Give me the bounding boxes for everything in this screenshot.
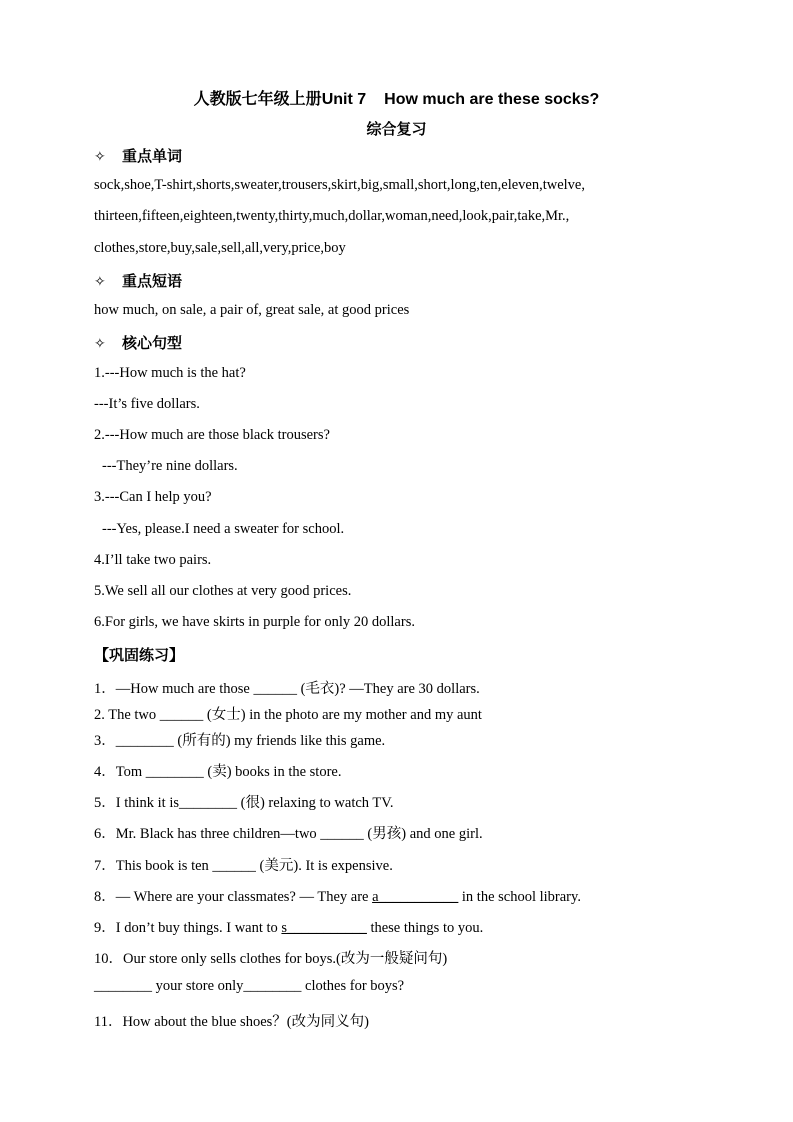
exercise-q5: 5．I think it is________ (很) relaxing to watch TV. xyxy=(94,795,394,811)
sentence-line: 1.---How much is the hat? xyxy=(94,365,246,381)
exercise-q8 xyxy=(94,885,581,906)
q9-text-end: these things to you. xyxy=(366,920,484,936)
exercise-q3: 3．________ (所有的) my friends like this game. xyxy=(94,733,386,749)
exercise-q7: 7．This book is ten ______ (美元). It is expensive. xyxy=(94,858,393,874)
sentence-line: 6.For girls, we have skirts in purple for only 20 dollars. xyxy=(94,614,415,630)
phrases-heading-label: 重点短语 xyxy=(122,273,183,290)
title-en: How much are these socks? xyxy=(384,91,600,108)
exercise-q10: 10．Our store only sells clothes for boys.(改为一般疑问句) xyxy=(94,951,448,967)
title-cn: 人教版七年级上册 xyxy=(193,91,322,108)
sentence-line: 3.---Can I help you? xyxy=(94,489,212,505)
q9-text: 9．I don’t buy things. I want to xyxy=(94,920,282,936)
exercise-heading: 【巩固练习】 xyxy=(94,647,185,664)
sentence-line: 2.---How much are those black trousers? xyxy=(94,427,330,443)
exercise-q2: 2. The two ______ (女士) in the photo are my mother and my aunt xyxy=(94,707,482,723)
exercise-q6: 6．Mr. Black has three children—two ______ (男孩) and one girl. xyxy=(94,826,483,842)
words-line-2: thirteen,fifteen,eighteen,twenty,thirty,much,dollar,woman,need,look,pair,take,Mr., xyxy=(94,208,570,224)
q8-text: 8．— Where are your classmates? — They are xyxy=(94,889,373,905)
page-title xyxy=(0,86,793,109)
exercise-q9 xyxy=(94,916,483,937)
diamond-icon: ✧ xyxy=(94,335,106,351)
exercise-q1: 1．—How much are those ______ (毛衣)? —They are 30 dollars. xyxy=(94,681,480,697)
sentence-line: ---Yes, please.I need a sweater for school. xyxy=(102,521,345,537)
sentence-line: ---They’re nine dollars. xyxy=(102,458,238,474)
title-unit: Unit 7 xyxy=(321,91,367,108)
words-line-3: clothes,store,buy,sale,sell,all,very,price,boy xyxy=(94,240,346,256)
phrases-line: how much, on sale, a pair of, great sale, at good prices xyxy=(94,302,410,318)
words-heading-label: 重点单词 xyxy=(122,148,183,165)
q8-blank: a___________ xyxy=(372,889,459,905)
exercise-q11: 11．How about the blue shoes？(改为同义句) xyxy=(94,1014,369,1030)
q9-blank: s___________ xyxy=(281,920,367,936)
diamond-icon: ✧ xyxy=(94,148,106,164)
words-heading xyxy=(94,145,182,166)
exercise-q10-answer: ________ your store only________ clothes for boys? xyxy=(94,978,405,994)
diamond-icon: ✧ xyxy=(94,273,106,289)
page-subtitle: 综合复习 xyxy=(366,121,427,138)
sentences-heading-label: 核心句型 xyxy=(122,335,183,352)
sentence-line: ---It’s five dollars. xyxy=(94,396,200,412)
sentence-line: 5.We sell all our clothes at very good prices. xyxy=(94,583,352,599)
exercise-q4: 4．Tom ________ (卖) books in the store. xyxy=(94,764,342,780)
sentence-line: 4.I’ll take two pairs. xyxy=(94,552,212,568)
sentences-heading xyxy=(94,332,182,353)
q8-text-end: in the school library. xyxy=(458,889,581,905)
words-line-1: sock,shoe,T-shirt,shorts,sweater,trousers,skirt,big,small,short,long,ten,eleven,twelve, xyxy=(94,177,585,193)
phrases-heading xyxy=(94,270,182,291)
